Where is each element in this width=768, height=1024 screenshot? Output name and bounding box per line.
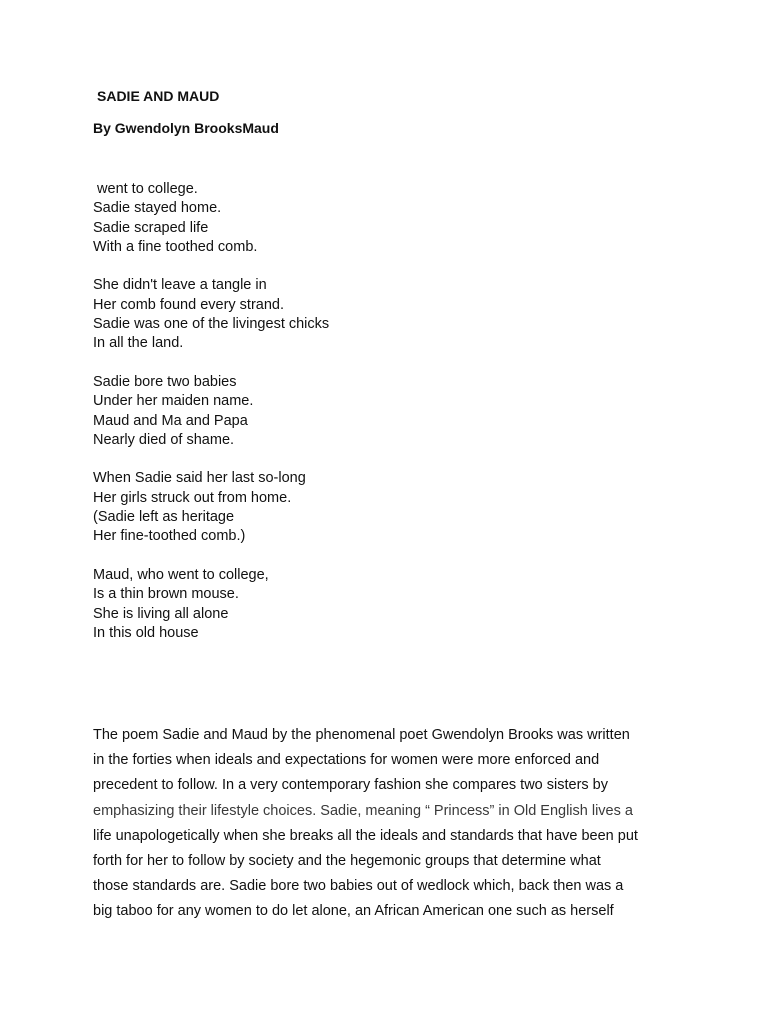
essay-line: emphasizing their lifestyle choices. Sadie, meaning “ Princess” in Old English lives a [93, 802, 633, 819]
essay-paragraph [93, 723, 683, 925]
poem-line: Under her maiden name. [93, 393, 254, 410]
poem-line: She is living all alone [93, 605, 229, 622]
poem-line: Her girls struck out from home. [93, 489, 292, 506]
essay-line: forth for her to follow by society and the hegemonic groups that determine what [93, 852, 601, 869]
poem-line: She didn't leave a tangle in [93, 277, 267, 294]
poem-line: With a fine toothed comb. [93, 238, 258, 255]
poem-stanza [93, 469, 329, 546]
poem-stanza [93, 276, 329, 353]
poem-line: Is a thin brown mouse. [93, 586, 239, 603]
poem-line: Her comb found every strand. [93, 296, 285, 313]
essay-line: in the forties when ideals and expectations for women were more enforced and [93, 752, 600, 769]
poem-line: In this old house [93, 624, 199, 641]
poem-line: Her fine-toothed comb.) [93, 528, 246, 545]
poem-stanza [93, 373, 329, 450]
poem-line: In all the land. [93, 335, 184, 352]
poem-byline: By Gwendolyn BrooksMaud [93, 120, 279, 136]
essay-line: those standards are. Sadie bore two babies out of wedlock which, back then was a [93, 878, 624, 895]
poem-line: Maud, who went to college, [93, 566, 269, 583]
poem-line: Maud and Ma and Papa [93, 412, 248, 429]
poem-line: Sadie bore two babies [93, 373, 237, 390]
essay-line: life unapologetically when she breaks all the ideals and standards that have been put [93, 827, 638, 844]
essay-line: big taboo for any women to do let alone, an African American one such as herself [93, 903, 614, 920]
poem-line: went to college. [93, 181, 198, 197]
poem-line: When Sadie said her last so-long [93, 470, 306, 487]
poem-title: SADIE AND MAUD [97, 88, 220, 104]
essay-line: precedent to follow. In a very contemporary fashion she compares two sisters by [93, 777, 608, 794]
poem-line: Sadie was one of the livingest chicks [93, 316, 330, 333]
poem-line: Nearly died of shame. [93, 431, 235, 448]
poem-line: Sadie stayed home. [93, 200, 222, 217]
poem-line: (Sadie left as heritage [93, 509, 235, 526]
poem-line: Sadie scraped life [93, 219, 209, 236]
poem-stanza [93, 566, 329, 643]
poem-stanza [93, 180, 329, 257]
poem-body [93, 180, 329, 662]
essay-line: The poem Sadie and Maud by the phenomenal poet Gwendolyn Brooks was written [93, 727, 630, 743]
